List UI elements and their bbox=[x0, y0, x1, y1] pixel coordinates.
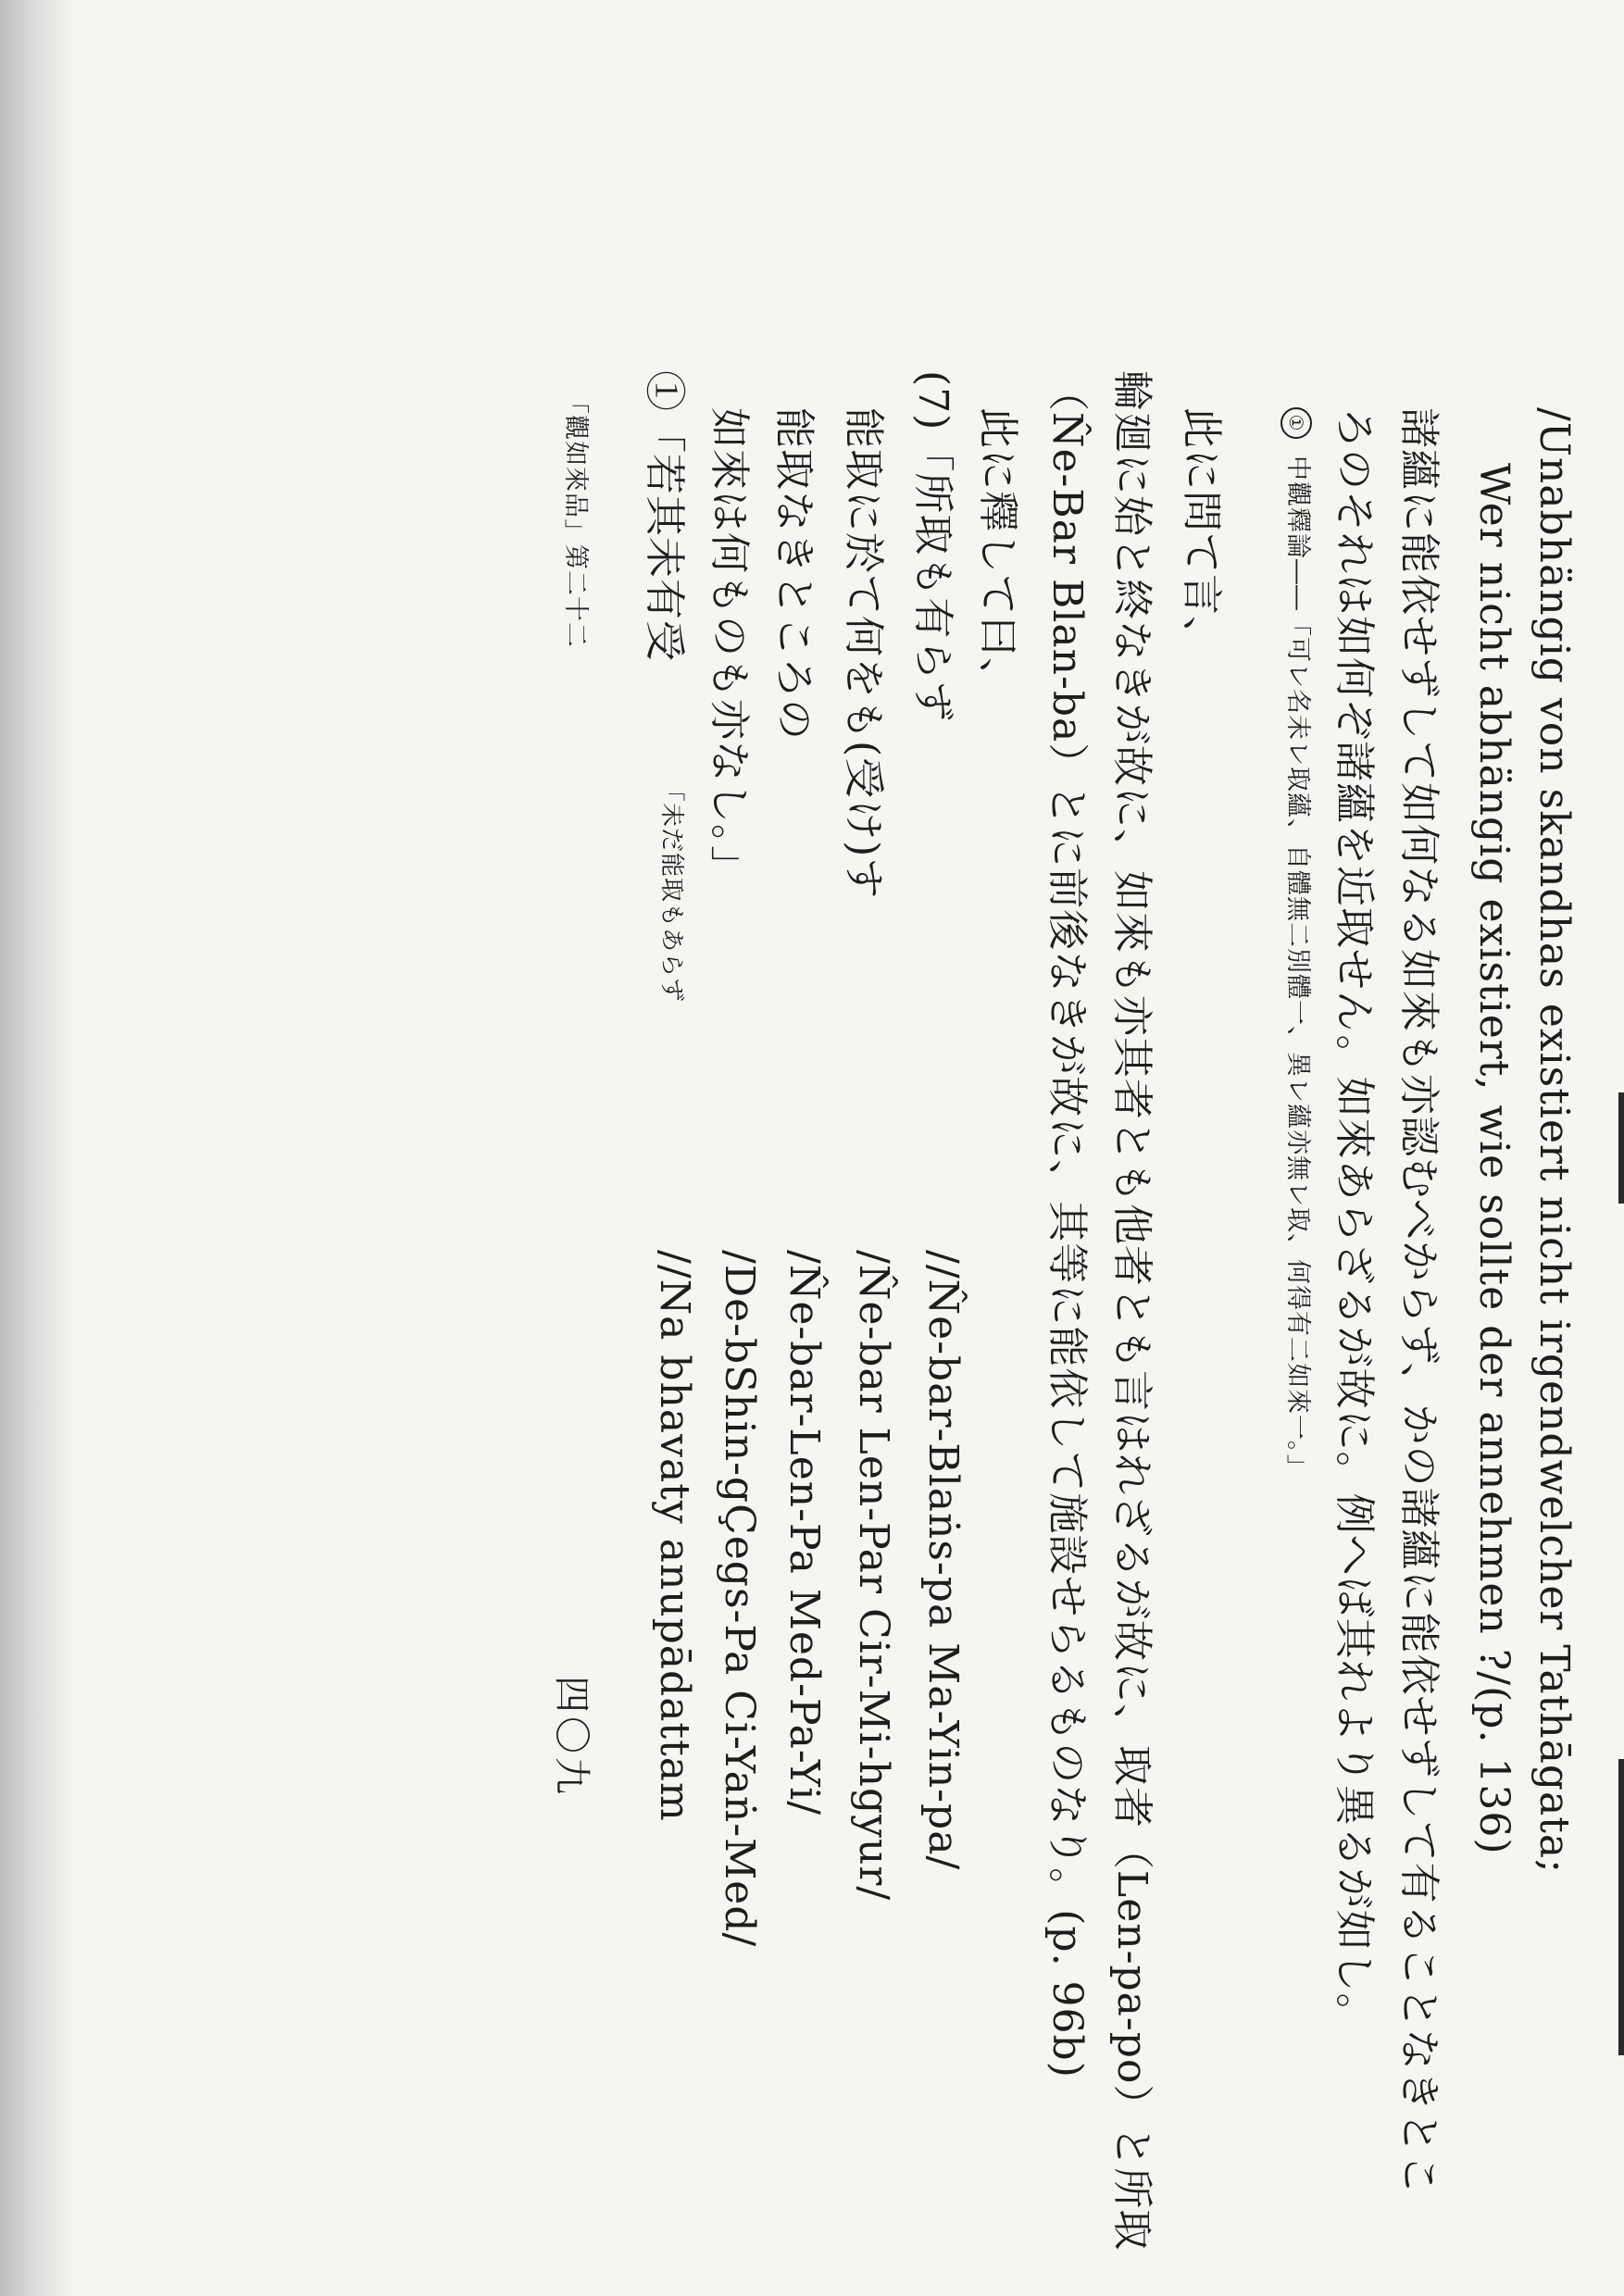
tibetan-line-2: /N̂e-bar Len-Par Cir-Mi-hgyur/ bbox=[850, 1250, 897, 1902]
verse-line-2: 能取に於て何をも(受け)す bbox=[840, 407, 887, 900]
footnote-line bbox=[1281, 407, 1319, 1480]
tibetan-line-3: /N̂e-bar-Len-Pa Med-Pa-Yi/ bbox=[781, 1250, 828, 1816]
verse-number: (7) bbox=[909, 370, 956, 431]
footnote-marker: ① bbox=[1281, 407, 1313, 439]
running-footer-title: 「觀如來品」第二十二 bbox=[561, 389, 590, 648]
japanese-line-1: 諸蘊に能依せずして如何なる如來も亦認むべからず、かの諸蘊に能依せずして有ることなきとこ bbox=[1395, 407, 1443, 2196]
tibetan-line-4: /De-bShin-gÇegs-Pa Ci-Yaṅ-Med/ bbox=[716, 1250, 763, 1948]
page-number: 四〇九 bbox=[550, 1676, 593, 1798]
verse-line-4: 如來は何ものも亦なし。」 bbox=[706, 407, 753, 887]
german-line-1: /Unabhängig von skandhas existiert nicht irgendwelcher Tathāgata; bbox=[1530, 407, 1578, 1874]
japanese-line-4: （N̂e-Bar Blan-ba）とに前後なきが故に、其等に能依して施設せらるものなり。(p. 96b) bbox=[1043, 370, 1091, 2078]
verse-line-5 bbox=[639, 370, 698, 662]
verse-line-1 bbox=[907, 370, 967, 722]
question-heading: 此に問て言、 bbox=[1178, 407, 1225, 657]
answer-heading: 此に釋して曰、 bbox=[974, 407, 1021, 699]
verse-line-3: 能取なきところの bbox=[770, 407, 818, 741]
verse-text-1: 「所取も有らず bbox=[909, 430, 956, 723]
tibetan-line-1: //N̂e-bar-Blaṅs-pa Ma-Yin-pa/ bbox=[919, 1250, 967, 1871]
verse-footnote-marker: ① bbox=[641, 370, 688, 412]
footnote-text: 中觀釋論――「可レ名未レ取蘊、自體無二別體一、異レ蘊亦無レ取、何得有二如來一。」 bbox=[1283, 455, 1312, 1480]
japanese-line-2: ろのそれは如何ぞ諸蘊を近取せん。如來あらざるが故に。例へば其れより異るが如し。 bbox=[1330, 407, 1378, 2035]
sanskrit-line-5: //Na bhavaty anupādattam bbox=[651, 1250, 698, 1822]
verse-text-5: 「若其未有受 bbox=[641, 412, 688, 662]
verse-side-note: 「未だ能取もあらず bbox=[657, 778, 685, 1004]
japanese-line-3: 輪廻に始と終なきが故に、如來も亦其者とも他者とも言はれざるが故に、取者（Len-pa-po）と所取 bbox=[1108, 370, 1156, 2252]
german-line-2: Wer nicht abhängig existiert, wie sollte der annehmen ?/(p. 136) bbox=[1470, 463, 1518, 1855]
